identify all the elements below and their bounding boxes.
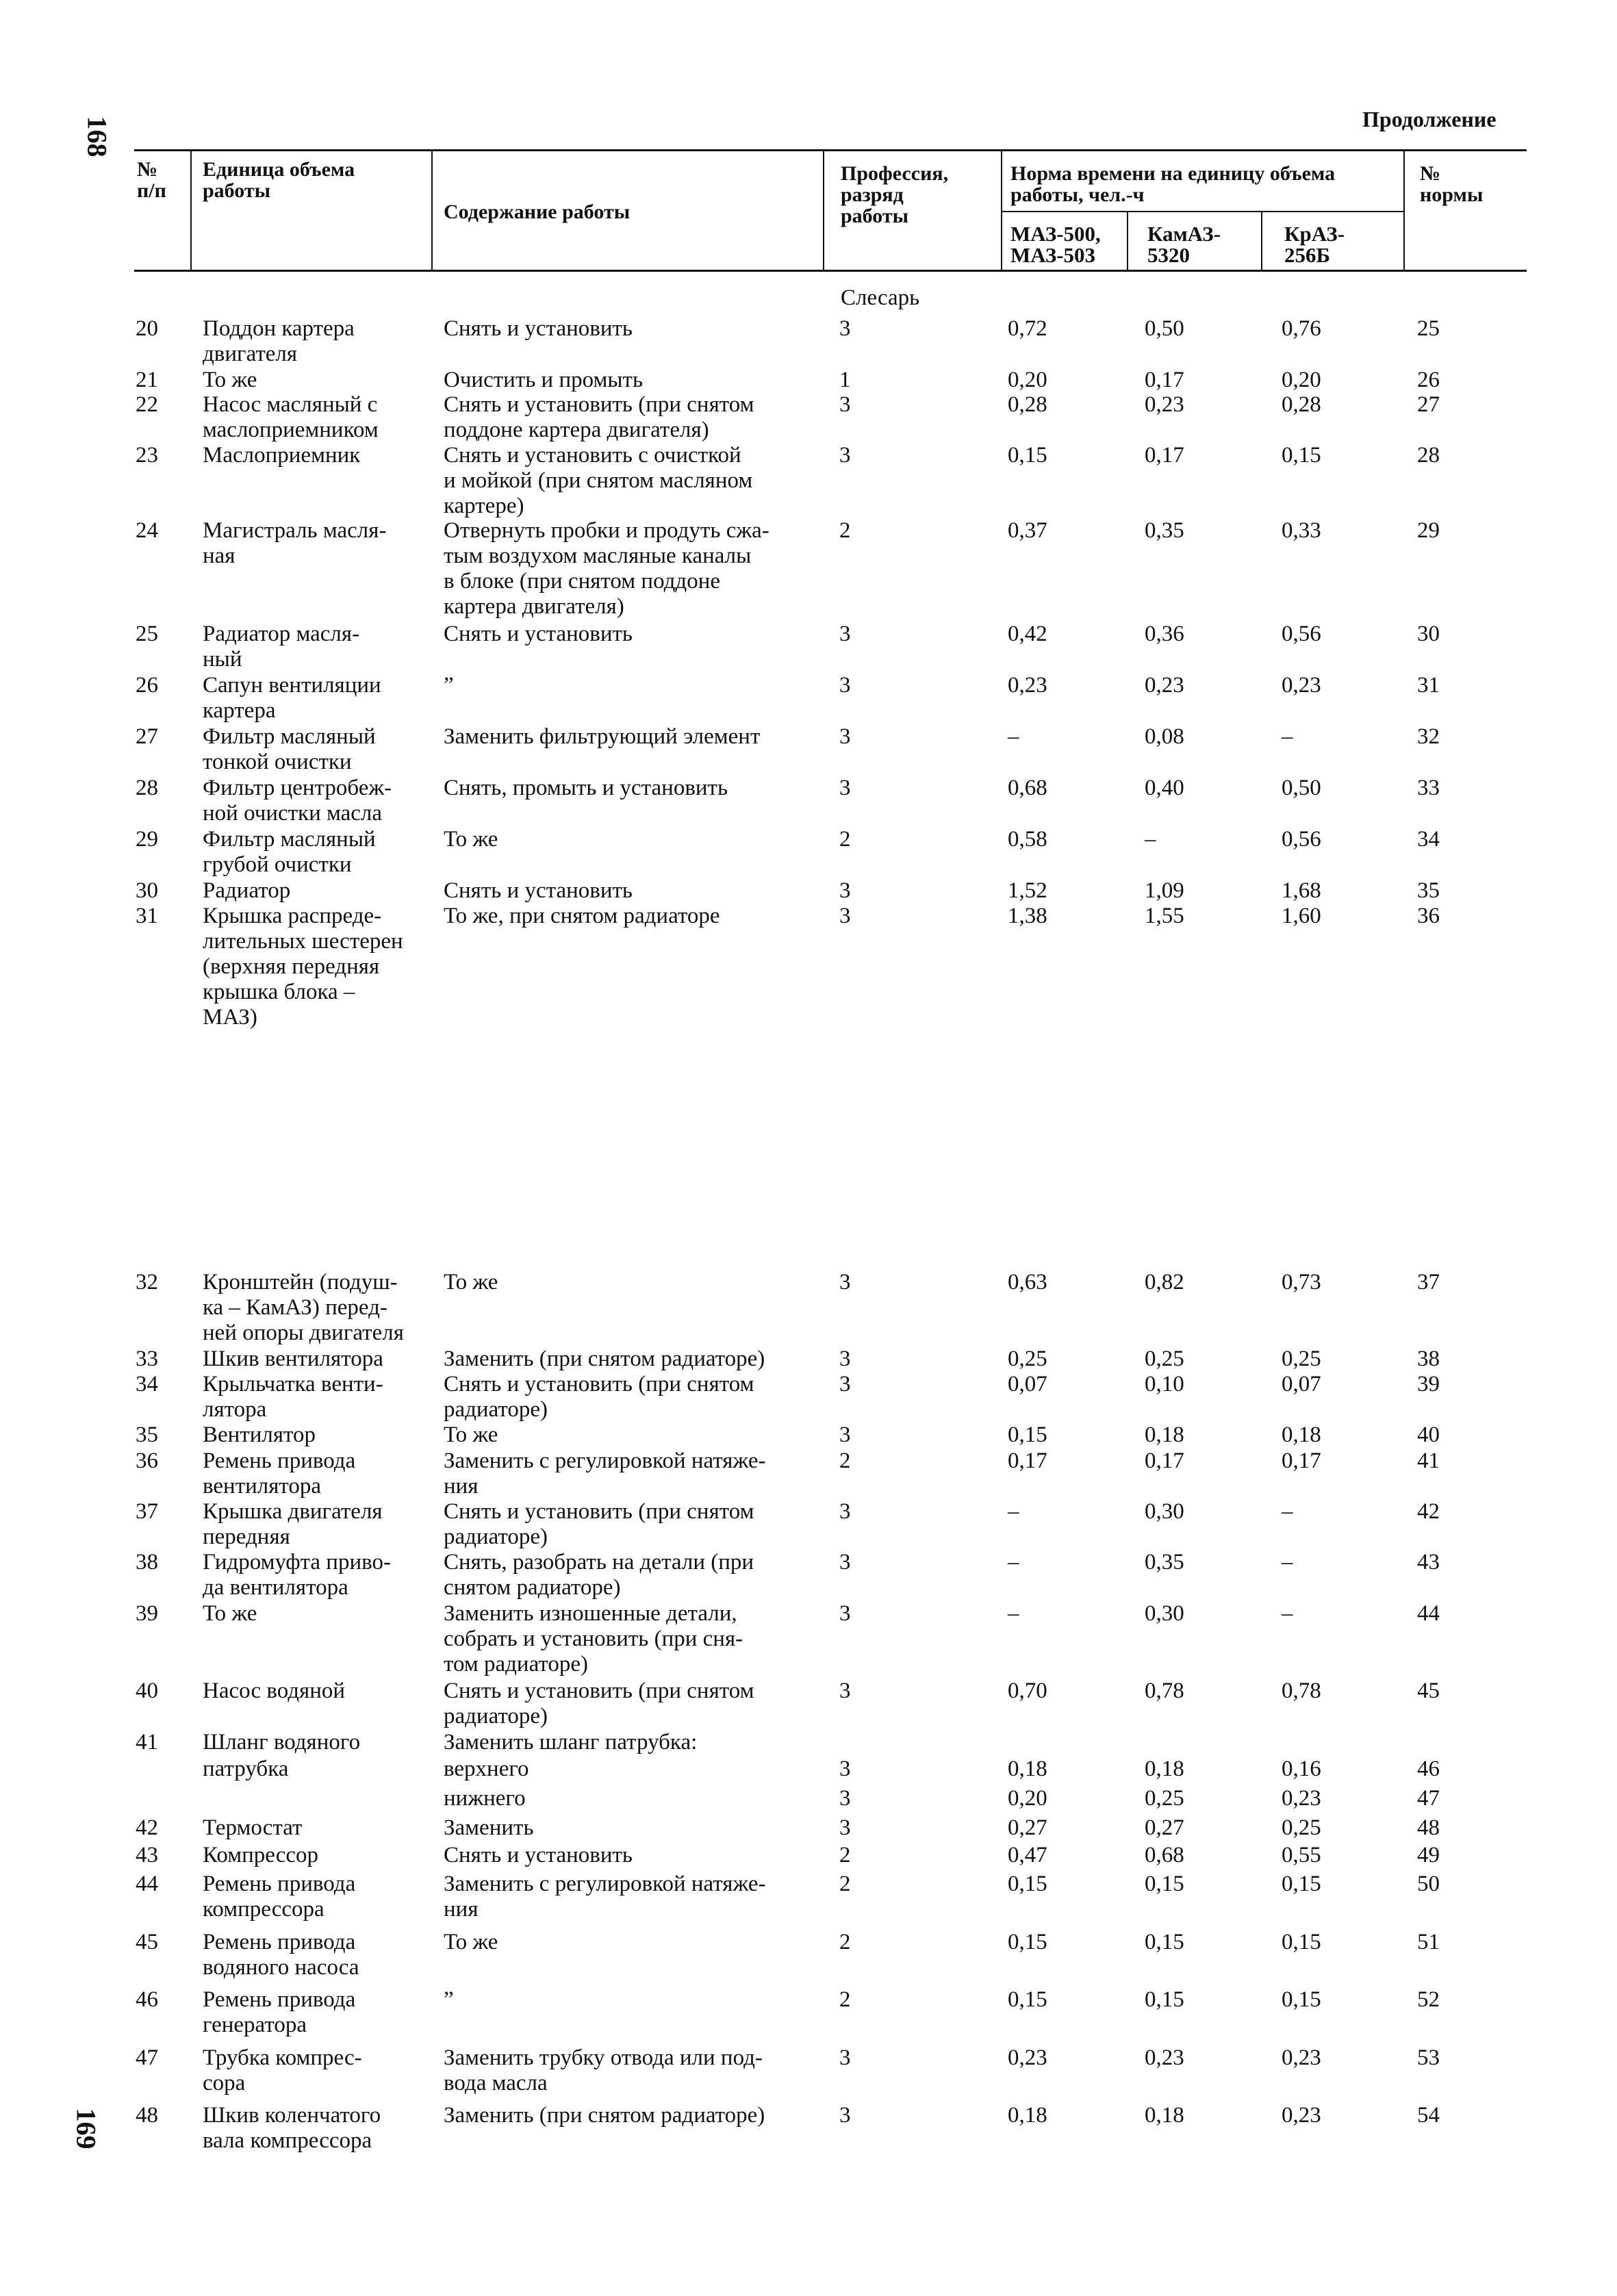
row-unit: Насос водяной [203, 1679, 346, 1703]
row-grade: 3 [839, 392, 851, 417]
row-norm-maz: – [1008, 1601, 1019, 1626]
header-mid-rule [1001, 211, 1403, 212]
row-norm-maz: 0,68 [1008, 776, 1047, 800]
row-norm-kraz: 0,28 [1282, 392, 1321, 417]
row-content: Снять, промыть и установить [444, 776, 728, 800]
row-unit: Вентилятор [203, 1423, 316, 1447]
row-number: 33 [136, 1347, 158, 1371]
header-bottom-rule [134, 270, 1527, 272]
header-divider-4 [1001, 149, 1002, 271]
row-norm-number: 45 [1417, 1679, 1440, 1703]
row-norm-number: 26 [1417, 368, 1440, 392]
row-norm-number: 51 [1417, 1930, 1440, 1954]
row-norm-maz: 0,27 [1008, 1815, 1047, 1840]
header-maz: МАЗ-500, МАЗ-503 [1010, 222, 1101, 267]
row-norm-kamaz: 0,23 [1145, 673, 1184, 698]
row-norm-kraz: 0,25 [1282, 1347, 1321, 1371]
row-norm-kraz: 1,60 [1282, 904, 1321, 928]
header-kamaz: КамАЗ- 5320 [1147, 222, 1221, 267]
row-content: То же [444, 1270, 498, 1294]
row-norm-kraz: 0,25 [1282, 1815, 1321, 1840]
row-grade: 3 [839, 622, 851, 646]
row-norm-kraz: 0,15 [1282, 1987, 1321, 2012]
row-norm-kraz: 0,07 [1282, 1372, 1321, 1396]
row-norm-number: 38 [1417, 1347, 1440, 1371]
row-norm-kraz: 0,56 [1282, 622, 1321, 646]
row-norm-maz: 0,20 [1008, 1786, 1047, 1811]
row-norm-kamaz: 0,36 [1145, 622, 1184, 646]
row-norm-number: 33 [1417, 776, 1440, 800]
row-content: верхнего [444, 1757, 529, 1781]
row-norm-number: 35 [1417, 878, 1440, 903]
row-norm-kraz: 0,15 [1282, 1872, 1321, 1896]
header-norm-no: № нормы [1420, 162, 1484, 206]
row-norm-kamaz: 0,25 [1145, 1347, 1184, 1371]
row-content: Заменить (при снятом радиаторе) [444, 1347, 765, 1371]
row-norm-kamaz: 0,10 [1145, 1372, 1184, 1396]
row-grade: 3 [839, 1786, 851, 1811]
row-norm-maz: 0,63 [1008, 1270, 1047, 1294]
row-norm-maz: 0,15 [1008, 1930, 1047, 1954]
row-norm-kraz: – [1282, 1499, 1293, 1524]
row-norm-maz: 0,18 [1008, 1757, 1047, 1781]
row-norm-number: 47 [1417, 1786, 1440, 1811]
continuation-label: Продолжение [1362, 107, 1497, 131]
header-divider-5 [1127, 211, 1128, 271]
row-norm-maz: 0,37 [1008, 518, 1047, 543]
row-number: 36 [136, 1449, 158, 1473]
row-grade: 3 [839, 316, 851, 341]
row-norm-kamaz: 0,18 [1145, 2103, 1184, 2128]
row-norm-kraz: 0,15 [1282, 443, 1321, 468]
page-number-bottom: 169 [71, 2108, 102, 2150]
row-number: 26 [136, 673, 158, 698]
row-content: Заменить трубку отвода или под- вода масла [444, 2045, 763, 2095]
row-norm-kraz: – [1282, 724, 1293, 749]
row-norm-kraz: 1,68 [1282, 878, 1321, 903]
row-norm-maz: 0,17 [1008, 1449, 1047, 1473]
row-content: нижнего [444, 1786, 526, 1811]
row-norm-kraz: 0,73 [1282, 1270, 1321, 1294]
row-grade: 3 [839, 1550, 851, 1574]
row-unit: Радиатор масля- ный [203, 622, 360, 672]
row-norm-kraz: 0,20 [1282, 368, 1321, 392]
row-norm-number: 29 [1417, 518, 1440, 543]
row-content: Заменить изношенные детали, собрать и установить (при сня- том радиаторе) [444, 1601, 743, 1676]
row-norm-kamaz: 0,17 [1145, 368, 1184, 392]
row-number: 31 [136, 904, 158, 928]
row-grade: 2 [839, 1872, 851, 1896]
row-norm-kamaz: 0,15 [1145, 1930, 1184, 1954]
page-number-top: 168 [81, 116, 113, 157]
row-norm-kamaz: 0,30 [1145, 1601, 1184, 1626]
row-unit: То же [203, 368, 257, 392]
row-norm-kamaz: – [1145, 827, 1156, 852]
row-unit: Фильтр центробеж- ной очистки масла [203, 776, 392, 826]
row-norm-number: 50 [1417, 1872, 1440, 1896]
row-grade: 3 [839, 443, 851, 468]
row-number: 32 [136, 1270, 158, 1294]
header-top-rule [134, 149, 1527, 151]
row-content: Очистить и промыть [444, 368, 644, 392]
header-content: Содержание работы [444, 201, 631, 223]
row-norm-maz: 0,25 [1008, 1347, 1047, 1371]
row-unit: Ремень привода вентилятора [203, 1449, 356, 1498]
row-grade: 3 [839, 1423, 851, 1447]
row-norm-kraz: 0,33 [1282, 518, 1321, 543]
row-number: 38 [136, 1550, 158, 1574]
row-norm-maz: 0,42 [1008, 622, 1047, 646]
row-unit: Крыльчатка венти- лятора [203, 1372, 383, 1422]
row-content: То же [444, 1423, 498, 1447]
row-content: Отвернуть пробки и продуть сжа- тым воздухом масляные каналы в блоке (при снятом поддоне картера двигателя) [444, 518, 769, 619]
row-norm-kamaz: 1,09 [1145, 878, 1184, 903]
row-number: 28 [136, 776, 158, 800]
row-norm-kamaz: 0,15 [1145, 1987, 1184, 2012]
row-number: 34 [136, 1372, 158, 1396]
row-norm-number: 52 [1417, 1987, 1440, 2012]
row-norm-number: 46 [1417, 1757, 1440, 1781]
row-grade: 2 [839, 1843, 851, 1867]
row-norm-kamaz: 0,17 [1145, 1449, 1184, 1473]
row-norm-kraz: 0,56 [1282, 827, 1321, 852]
row-norm-kraz: – [1282, 1550, 1293, 1574]
row-unit: Шкив коленчатого вала компрессора [203, 2103, 381, 2153]
row-unit: Фильтр масляный тонкой очистки [203, 724, 376, 774]
header-divider-7 [1403, 149, 1405, 271]
row-number: 23 [136, 443, 158, 468]
row-norm-kamaz: 0,25 [1145, 1786, 1184, 1811]
row-number: 46 [136, 1987, 158, 2012]
row-unit: Ремень привода водяного насоса [203, 1930, 359, 1980]
row-content: Снять и установить [444, 622, 633, 646]
row-norm-maz: – [1008, 1550, 1019, 1574]
header-divider-2 [431, 149, 433, 271]
row-norm-maz: 0,07 [1008, 1372, 1047, 1396]
row-norm-kamaz: 0,23 [1145, 392, 1184, 417]
row-unit: Крышка двигателя передняя [203, 1499, 383, 1549]
row-grade: 3 [839, 878, 851, 903]
row-unit: Радиатор [203, 878, 291, 903]
row-norm-maz: 0,70 [1008, 1679, 1047, 1703]
row-norm-kamaz: 0,68 [1145, 1843, 1184, 1867]
row-content: Заменить с регулировкой натяже- ния [444, 1872, 766, 1922]
row-norm-number: 41 [1417, 1449, 1440, 1473]
row-grade: 3 [839, 2045, 851, 2070]
row-unit: Ремень привода генератора [203, 1987, 356, 2037]
header-norm-group: Норма времени на единицу объема работы, чел.-ч [1010, 162, 1336, 206]
header-divider-3 [823, 149, 824, 271]
row-grade: 3 [839, 2103, 851, 2128]
row-content: Снять и установить [444, 316, 633, 341]
row-content: Снять и установить с очисткой и мойкой (при снятом масляном картере) [444, 443, 753, 518]
row-content: Заменить шланг патрубка: [444, 1730, 698, 1755]
row-content: Заменить [444, 1815, 534, 1840]
row-number: 48 [136, 2103, 158, 2128]
row-unit: Сапун вентиляции картера [203, 673, 381, 723]
row-number: 40 [136, 1679, 158, 1703]
row-number: 30 [136, 878, 158, 903]
row-norm-number: 54 [1417, 2103, 1440, 2128]
row-number: 21 [136, 368, 158, 392]
row-content: ” [444, 673, 454, 698]
row-grade: 3 [839, 904, 851, 928]
row-norm-number: 36 [1417, 904, 1440, 928]
row-norm-kraz: 0,50 [1282, 776, 1321, 800]
row-content: То же [444, 1930, 498, 1954]
row-norm-maz: 0,23 [1008, 673, 1047, 698]
row-grade: 3 [839, 1372, 851, 1396]
row-unit: патрубка [203, 1757, 289, 1781]
profession-label: Слесарь [841, 285, 920, 310]
row-norm-kraz: 0,76 [1282, 316, 1321, 341]
row-norm-maz: 1,38 [1008, 904, 1047, 928]
row-norm-kamaz: 0,35 [1145, 1550, 1184, 1574]
row-content: То же, при снятом радиаторе [444, 904, 720, 928]
row-norm-kamaz: 0,08 [1145, 724, 1184, 749]
row-number: 22 [136, 392, 158, 417]
row-number: 42 [136, 1815, 158, 1840]
row-norm-number: 40 [1417, 1423, 1440, 1447]
row-grade: 3 [839, 1815, 851, 1840]
row-unit: Ремень привода компрессора [203, 1872, 356, 1922]
row-content: Заменить фильтрующий элемент [444, 724, 761, 749]
row-unit: Трубка компрес- сора [203, 2045, 362, 2095]
row-number: 45 [136, 1930, 158, 1954]
row-norm-number: 37 [1417, 1270, 1440, 1294]
row-grade: 2 [839, 827, 851, 852]
row-number: 43 [136, 1843, 158, 1867]
row-norm-kamaz: 1,55 [1145, 904, 1184, 928]
row-content: ” [444, 1987, 454, 2012]
row-content: Заменить с регулировкой натяже- ния [444, 1449, 766, 1498]
row-norm-maz: 0,20 [1008, 368, 1047, 392]
row-content: Снять и установить [444, 878, 633, 903]
row-norm-maz: – [1008, 1499, 1019, 1524]
row-grade: 3 [839, 1679, 851, 1703]
row-grade: 2 [839, 518, 851, 543]
row-unit: Фильтр масляный грубой очистки [203, 827, 376, 877]
header-profession: Профессия, разряд работы [841, 162, 949, 227]
row-norm-maz: 0,23 [1008, 2045, 1047, 2070]
row-norm-kamaz: 0,18 [1145, 1757, 1184, 1781]
row-norm-kraz: 0,16 [1282, 1757, 1321, 1781]
row-unit: Маслоприемник [203, 443, 361, 468]
row-norm-kamaz: 0,50 [1145, 316, 1184, 341]
row-norm-kamaz: 0,23 [1145, 2045, 1184, 2070]
row-norm-number: 34 [1417, 827, 1440, 852]
row-unit: То же [203, 1601, 257, 1626]
row-norm-number: 32 [1417, 724, 1440, 749]
header-unit: Единица объема работы [203, 158, 355, 202]
row-norm-maz: 0,58 [1008, 827, 1047, 852]
row-unit: Кронштейн (подуш- ка – КамАЗ) перед- ней опоры двигателя [203, 1270, 404, 1345]
row-norm-maz: 0,15 [1008, 1423, 1047, 1447]
row-norm-number: 49 [1417, 1843, 1440, 1867]
row-norm-maz: 0,18 [1008, 2103, 1047, 2128]
row-norm-number: 44 [1417, 1601, 1440, 1626]
row-norm-maz: 1,52 [1008, 878, 1047, 903]
row-norm-number: 42 [1417, 1499, 1440, 1524]
row-number: 47 [136, 2045, 158, 2070]
row-unit: Крышка распреде- лительных шестерен (верхняя передняя крышка блока – МАЗ) [203, 904, 403, 1030]
row-norm-kraz: 0,17 [1282, 1449, 1321, 1473]
row-norm-number: 43 [1417, 1550, 1440, 1574]
row-unit: Шланг водяного [203, 1730, 361, 1755]
row-norm-maz: 0,72 [1008, 316, 1047, 341]
row-unit: Гидромуфта приво- да вентилятора [203, 1550, 391, 1600]
row-unit: Шкив вентилятора [203, 1347, 383, 1371]
row-norm-kraz: 0,23 [1282, 1786, 1321, 1811]
row-content: Снять, разобрать на детали (при снятом радиаторе) [444, 1550, 754, 1600]
row-norm-kraz: – [1282, 1601, 1293, 1626]
row-number: 37 [136, 1499, 158, 1524]
row-content: Снять и установить (при снятом поддоне картера двигателя) [444, 392, 754, 442]
header-divider-6 [1261, 211, 1262, 271]
row-number: 24 [136, 518, 158, 543]
row-norm-kamaz: 0,17 [1145, 443, 1184, 468]
row-grade: 3 [839, 724, 851, 749]
row-number: 39 [136, 1601, 158, 1626]
row-norm-kraz: 0,23 [1282, 673, 1321, 698]
row-norm-kamaz: 0,15 [1145, 1872, 1184, 1896]
row-norm-kamaz: 0,40 [1145, 776, 1184, 800]
row-grade: 1 [839, 368, 851, 392]
row-norm-number: 27 [1417, 392, 1440, 417]
row-norm-number: 31 [1417, 673, 1440, 698]
row-grade: 3 [839, 1347, 851, 1371]
header-divider-1 [190, 149, 192, 271]
row-norm-kraz: 0,23 [1282, 2103, 1321, 2128]
row-norm-number: 48 [1417, 1815, 1440, 1840]
row-norm-kamaz: 0,82 [1145, 1270, 1184, 1294]
row-number: 35 [136, 1423, 158, 1447]
row-unit: Магистраль масля- ная [203, 518, 387, 568]
row-norm-maz: 0,47 [1008, 1843, 1047, 1867]
header-kraz: КрАЗ- 256Б [1284, 222, 1345, 267]
row-number: 41 [136, 1730, 158, 1755]
row-grade: 3 [839, 776, 851, 800]
row-unit: Поддон картера двигателя [203, 316, 355, 366]
row-grade: 3 [839, 1757, 851, 1781]
row-unit: Термостат [203, 1815, 303, 1840]
row-grade: 2 [839, 1930, 851, 1954]
header-num: № п/п [137, 158, 166, 202]
row-norm-kraz: 0,55 [1282, 1843, 1321, 1867]
row-content: Снять и установить (при снятом радиаторе) [444, 1499, 754, 1549]
row-norm-number: 25 [1417, 316, 1440, 341]
row-norm-kamaz: 0,27 [1145, 1815, 1184, 1840]
row-grade: 2 [839, 1987, 851, 2012]
row-norm-kamaz: 0,78 [1145, 1679, 1184, 1703]
row-grade: 3 [839, 1499, 851, 1524]
row-norm-kraz: 0,23 [1282, 2045, 1321, 2070]
row-norm-maz: – [1008, 724, 1019, 749]
row-number: 20 [136, 316, 158, 341]
row-content: Снять и установить (при снятом радиаторе) [444, 1679, 754, 1729]
row-norm-number: 28 [1417, 443, 1440, 468]
row-content: То же [444, 827, 498, 852]
row-norm-number: 39 [1417, 1372, 1440, 1396]
row-norm-kamaz: 0,18 [1145, 1423, 1184, 1447]
row-number: 25 [136, 622, 158, 646]
row-norm-kamaz: 0,30 [1145, 1499, 1184, 1524]
row-grade: 3 [839, 1601, 851, 1626]
row-content: Снять и установить [444, 1843, 633, 1867]
row-norm-kamaz: 0,35 [1145, 518, 1184, 543]
row-content: Снять и установить (при снятом радиаторе) [444, 1372, 754, 1422]
row-norm-maz: 0,15 [1008, 443, 1047, 468]
row-number: 29 [136, 827, 158, 852]
row-number: 44 [136, 1872, 158, 1896]
row-grade: 2 [839, 1449, 851, 1473]
row-norm-kraz: 0,18 [1282, 1423, 1321, 1447]
row-grade: 3 [839, 1270, 851, 1294]
row-content: Заменить (при снятом радиаторе) [444, 2103, 765, 2128]
row-norm-number: 53 [1417, 2045, 1440, 2070]
row-norm-kraz: 0,15 [1282, 1930, 1321, 1954]
row-norm-maz: 0,15 [1008, 1987, 1047, 2012]
row-number: 27 [136, 724, 158, 749]
row-norm-kraz: 0,78 [1282, 1679, 1321, 1703]
row-norm-maz: 0,28 [1008, 392, 1047, 417]
row-unit: Насос масляный с маслоприемником [203, 392, 379, 442]
row-grade: 3 [839, 673, 851, 698]
row-unit: Компрессор [203, 1843, 319, 1867]
row-norm-maz: 0,15 [1008, 1872, 1047, 1896]
row-norm-number: 30 [1417, 622, 1440, 646]
